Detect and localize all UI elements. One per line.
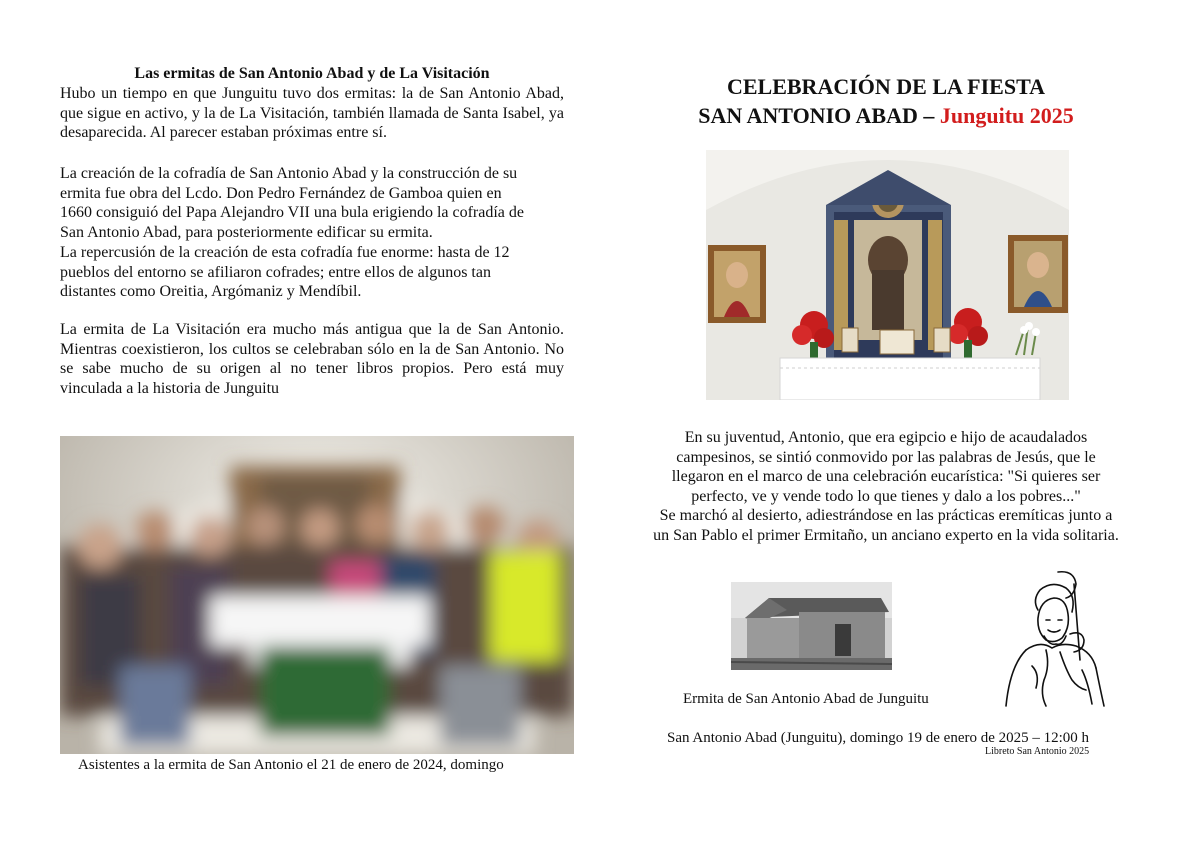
antonio-description [616,428,1156,545]
title-line-2-prefix: SAN ANTONIO ABAD – [698,103,935,128]
text-line: La repercusión de la creación de esta cofradía fue enorme: hasta de 12 [60,244,510,261]
text-line: En su juventud, Antonio, que era egipcio e hijo de acaudalados [684,429,1088,446]
visitacion-paragraph: La ermita de La Visitación era mucho más antigua que la de San Antonio. Mientras coexistieron, los cultos se celebraban sólo en la de San Antonio. No se sabe mucho de su origen al no tener libros propios. Pero está muy vinculada a la historia de Junguitu [60,321,564,397]
hermitage-image [731,582,892,670]
title-highlight: Junguitu 2025 [939,103,1074,128]
text-line: campesinos, se sintió conmovido por las palabras de Jesús, que le [676,448,1096,466]
title-line-1: CELEBRACIÓN DE LA FIESTA [726,74,1046,99]
group-photo [60,436,574,754]
jesus-sketch-icon [996,570,1114,710]
intro-paragraph: Hubo un tiempo en que Junguitu tuvo dos ermitas: la de San Antonio Abad, que sigue en activo, y la de La Visitación, también llamada de Santa Isabel, ya desaparecida. Al parecer estaban próximas entre sí. [60,85,564,141]
event-date-line: San Antonio Abad (Junguitu), domingo 19 de enero de 2025 – 12:00 h [667,730,1090,746]
text-line: distantes como Oreitia, Argómaniz y Mendíbil. [60,283,362,300]
blurred-group-image [60,436,574,754]
hermitage-photo [731,582,892,670]
text-line: llegaron en el marco de una celebración eucarística: "Si quieres ser [671,468,1101,485]
hermitage-caption: Ermita de San Antonio Abad de Junguitu [683,691,929,707]
repercusion-paragraph [60,243,564,302]
text-line: pueblos del entorno se afiliaron cofrades; entre ellos de algunos tan [60,263,491,281]
text-line: 1660 consiguió del Papa Alejandro VII una bula erigiendo la cofradía de [60,204,525,221]
text-line: La creación de la cofradía de San Antonio Abad y la construcción de su [60,165,518,182]
altar-photo [706,150,1069,400]
cofradia-paragraph [60,164,564,242]
text-line: perfecto, ve y vende todo lo que tienes y dalo a los pobres..." [691,487,1081,505]
text-line: un San Pablo el primer Ermitaño, un anciano experto en la vida solitaria. [653,526,1119,544]
group-photo-caption: Asistentes a la ermita de San Antonio el 21 de enero de 2024, domingo [78,757,504,773]
altar-image [706,150,1069,400]
ermitas-heading: Las ermitas de San Antonio Abad y de La Visitación [134,65,490,82]
fiesta-title [640,72,1132,130]
booklet-note: Libreto San Antonio 2025 [985,746,1090,757]
text-line: San Antonio Abad, para posteriormente edificar su ermita. [60,223,433,241]
text-line: ermita fue obra del Lcdo. Don Pedro Fernández de Gamboa quien en [60,184,502,202]
jesus-drawing-image [996,570,1114,710]
title-line-2 [640,101,1132,130]
text-line: Se marchó al desierto, adiestrándose en las prácticas eremíticas junto a [659,507,1113,524]
